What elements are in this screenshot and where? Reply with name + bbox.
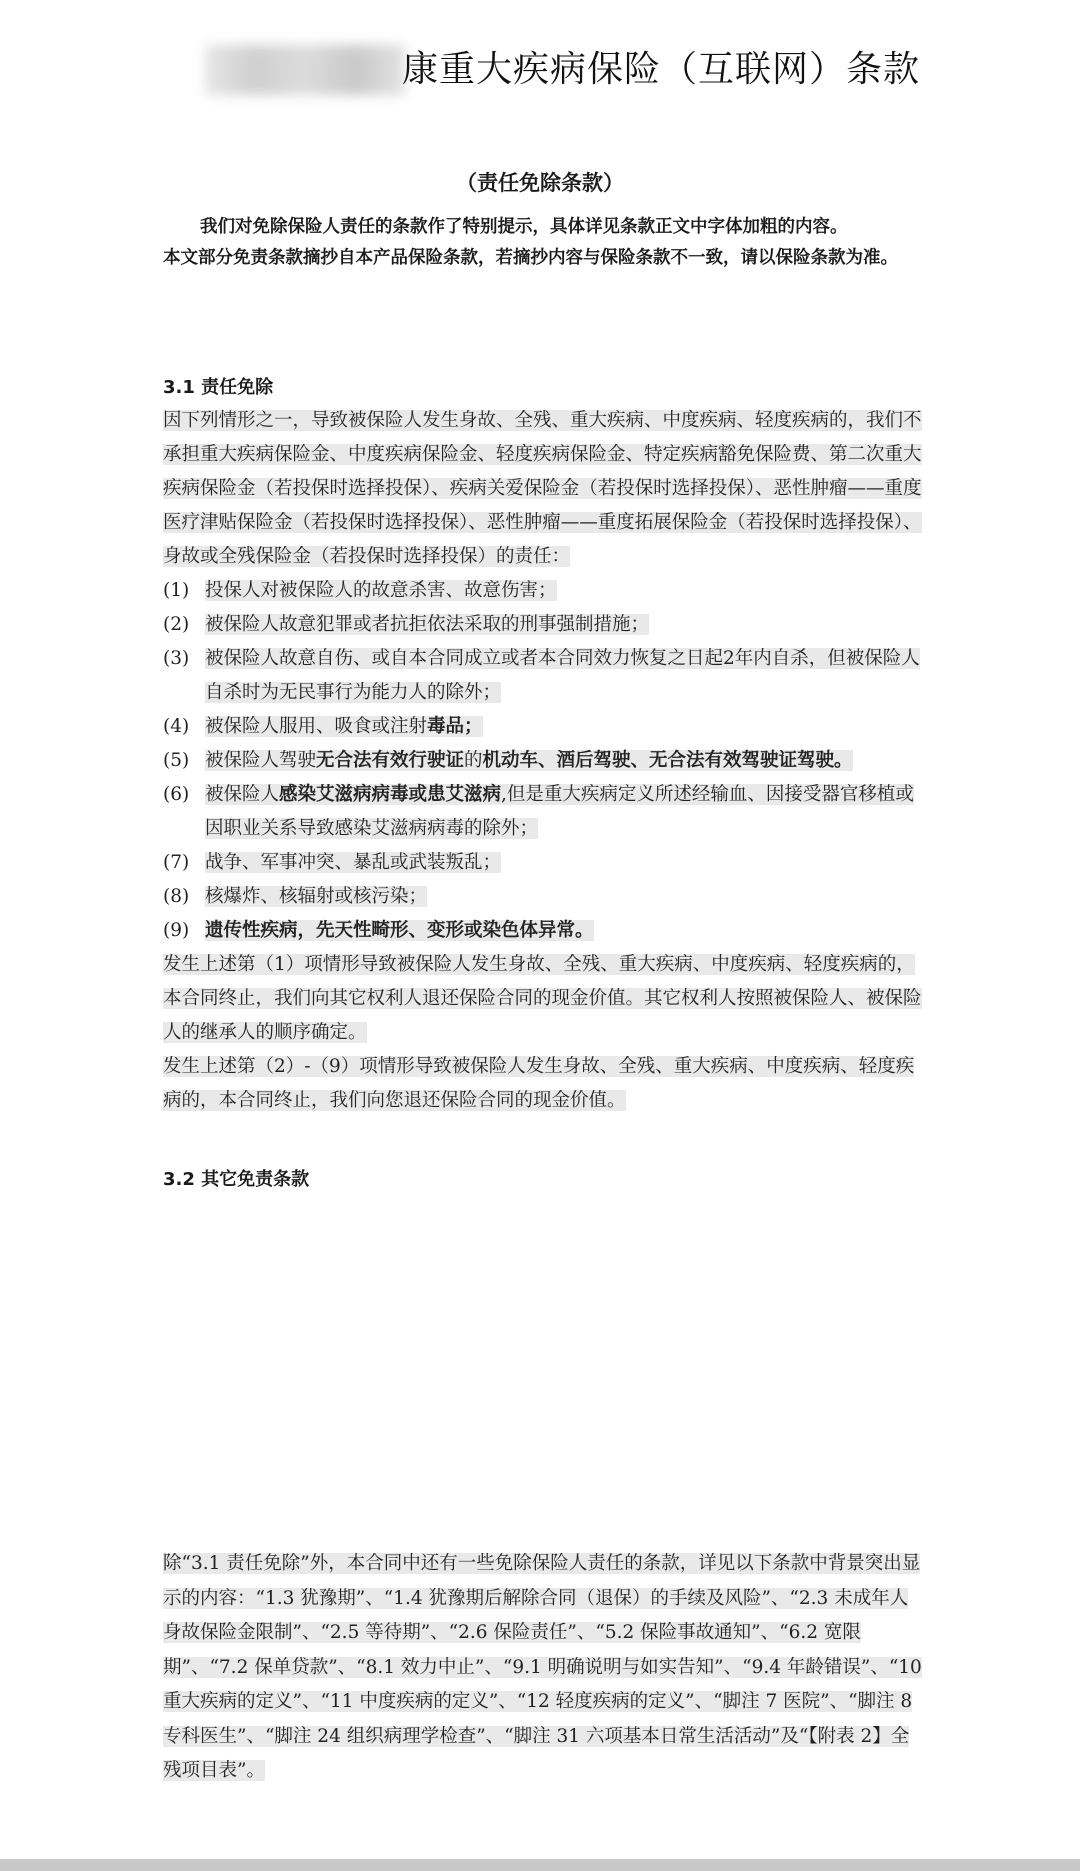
redacted-company-name bbox=[205, 45, 405, 95]
termination-paragraph-2: 发生上述第（2）-（9）项情形导致被保险人发生身故、全残、重大疾病、中度疾病、轻度疾病的，本合同终止，我们向您退还保险合同的现金价值。 bbox=[163, 1056, 915, 1111]
document-title: 康重大疾病保险（互联网）条款 bbox=[402, 49, 921, 90]
exclusion-lead-paragraph: 因下列情形之一，导致被保险人发生身故、全残、重大疾病、中度疾病、轻度疾病的，我们不承担重大疾病保险金、中度疾病保险金、轻度疾病保险金、特定疾病豁免保险费、第二次重大疾病保险金（若投保时选择投保）、疾病关爱保险金（若投保时选择投保）、恶性肿瘤——重度医疗津贴保险金（若投保时选择投保）、恶性肿瘤——重度拓展保险金（若投保时选择投保）、身故或全残保险金（若投保时选择投保）的责任： bbox=[163, 410, 922, 567]
exclusion-item-5: (5) 被保险人驾驶无合法有效行驶证的机动车、酒后驾驶、无合法有效驾驶证驾驶。 bbox=[163, 750, 853, 771]
heading-3-2: 3.2 其它免责条款 bbox=[163, 1169, 310, 1190]
exclusion-item-9: (9) 遗传性疾病，先天性畸形、变形或染色体异常。 bbox=[163, 920, 594, 941]
intro-paragraph-2: 本文部分免责条款摘抄自本产品保险条款，若摘抄内容与保险条款不一致，请以保险条款为准。 bbox=[163, 248, 898, 268]
exclusion-item-8: (8) 核爆炸、核辐射或核污染； bbox=[163, 886, 428, 907]
exclusion-item-6: (6) 被保险人感染艾滋病病毒或患艾滋病,但是重大疾病定义所述经输血、因接受器官移植或因职业关系导致感染艾滋病病毒的除外； bbox=[163, 784, 914, 839]
termination-paragraph-1: 发生上述第（1）项情形导致被保险人发生身故、全残、重大疾病、中度疾病、轻度疾病的，本合同终止，我们向其它权利人退还保险合同的现金价值。其它权利人按照被保险人、被保险人的继承人的顺序确定。 bbox=[163, 954, 922, 1043]
page-bottom-bar bbox=[0, 1859, 1080, 1871]
intro-paragraph-1: 我们对免除保险人责任的条款作了特别提示，具体详见条款正文中字体加粗的内容。 bbox=[200, 217, 848, 237]
section-subtitle: （责任免除条款） bbox=[456, 171, 624, 195]
exclusion-item-3: (3) 被保险人故意自伤、或自本合同成立或者本合同效力恢复之日起2年内自杀，但被保险人自杀时为无民事行为能力人的除外； bbox=[163, 648, 920, 703]
exclusion-item-2: (2) 被保险人故意犯罪或者抗拒依法采取的刑事强制措施； bbox=[163, 614, 650, 635]
exclusion-item-7: (7) 战争、军事冲突、暴乱或武装叛乱； bbox=[163, 852, 502, 873]
intro-notice bbox=[163, 212, 923, 274]
section-3-2-body bbox=[163, 1547, 923, 1789]
exclusion-item-4: (4) 被保险人服用、吸食或注射毒品； bbox=[163, 716, 483, 737]
exclusion-item-1: (1) 投保人对被保险人的故意杀害、故意伤害； bbox=[163, 580, 557, 601]
other-exclusions-paragraph: 除“3.1 责任免除”外，本合同中还有一些免除保险人责任的条款，详见以下条款中背景突出显示的内容：“1.3 犹豫期”、“1.4 犹豫期后解除合同（退保）的手续及风险”、“2.3 未成年人身故保险金限制”、“2.5 等待期”、“2.6 保险责任”、“5.2 保险事故通知”、“6.2 宽限期”、“7.2 保单贷款”、“8.1 效力中止”、“9.1 明确说明与如实告知”、“9.4 年龄错误”、“10 重大疾病的定义”、“11 中度疾病的定义”、“12 轻度疾病的定义”、“脚注 7 医院”、“脚注 8 专科医生”、“脚注 24 组织病理学检查”、“脚注 31 六项基本日常生活活动”及“【附表 2】全残项目表”。 bbox=[163, 1553, 922, 1781]
heading-3-1: 3.1 责任免除 bbox=[163, 377, 274, 398]
section-3-1-body bbox=[163, 404, 923, 1118]
